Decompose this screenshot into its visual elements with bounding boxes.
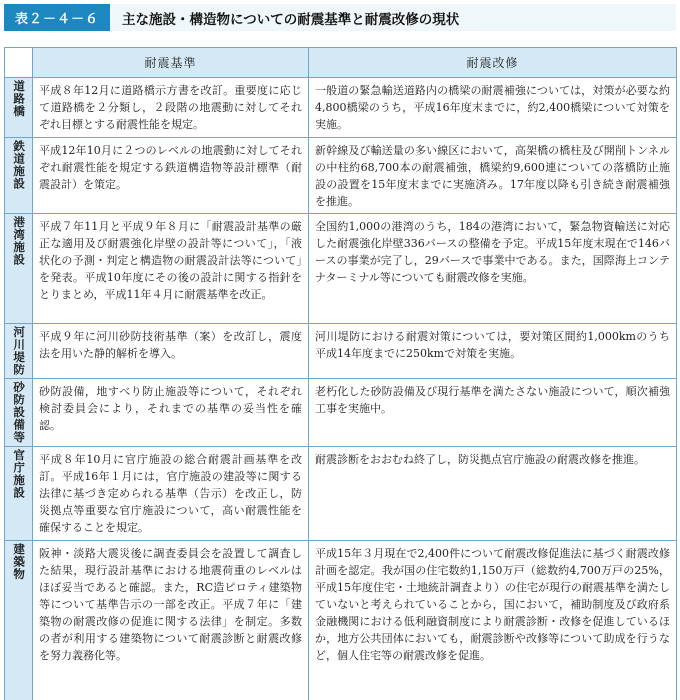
table-row — [5, 540, 677, 700]
table-row — [5, 446, 677, 540]
standard-cell: 阪神・淡路大震災後に調査委員会を設置して調査した結果，現行設計基準における地震荷重のレベルはほぼ妥当であると確認。また，RC造ピロティ建築物等について基準告示の一部を改正。平成７年に「建築物の耐震改修の促進に関する法律」を制定。多数の者が利用する建築物について耐震診断と耐震改修を努力義務化等。 — [33, 540, 309, 700]
table-row — [5, 214, 677, 324]
table-number: 表２－４－６ — [4, 4, 110, 31]
row-category: 官庁施設 — [5, 446, 33, 540]
table-row — [5, 138, 677, 214]
retrofit-cell: 新幹線及び輸送量の多い線区において，高架橋の橋柱及び開削トンネルの中柱約68,700本の耐震補強，橋梁約9,600連についての落橋防止施設の設置を15年度末までに実施済み。17年度以降も引き続き耐震補強を推進。 — [309, 138, 677, 214]
column-header-standard: 耐震基準 — [33, 48, 309, 78]
retrofit-cell: 全国約1,000の港湾のうち，184の港湾において，緊急物資輸送に対応した耐震強化岸壁336バースの整備を予定。平成15年度末現在で146バースの事業が完了し，29バースで事業中である。また，国際海上コンテナターミナル等についても耐震改修を実施。 — [309, 214, 677, 324]
row-category: 河川堤防 — [5, 324, 33, 379]
retrofit-cell: 一般道の緊急輸送道路内の橋梁の耐震補強については，対策が必要な約4,800橋梁のうち，平成16年度末までに，約2,400橋梁について対策を実施。 — [309, 78, 677, 138]
table-row — [5, 379, 677, 447]
retrofit-cell: 耐震診断をおおむね終了し，防災拠点官庁施設の耐震改修を推進。 — [309, 446, 677, 540]
table-header — [4, 4, 676, 31]
row-category: 港湾施設 — [5, 214, 33, 324]
retrofit-cell: 老朽化した砂防設備及び現行基準を満たさない施設について，順次補強工事を実施中。 — [309, 379, 677, 447]
table-header-row — [5, 48, 677, 78]
retrofit-cell: 河川堤防における耐震対策については，要対策区間約1,000kmのうち平成14年度までに250kmで対策を実施。 — [309, 324, 677, 379]
seismic-standards-table — [4, 47, 677, 700]
standard-cell: 平成８年10月に官庁施設の総合耐震計画基準を改訂。平成16年１月には，官庁施設の建設等に関する法律に基づき定められる基準（告示）を改正し，防災拠点等重要な官庁施設について，高い耐震性能を確保することを規定。 — [33, 446, 309, 540]
standard-cell: 砂防設備，地すべり防止施設等について，それぞれ検討委員会により，それまでの基準の妥当性を確認。 — [33, 379, 309, 447]
retrofit-cell: 平成15年３月現在で2,400件について耐震改修促進法に基づく耐震改修計画を認定。我が国の住宅数約1,150万戸（総数約4,700万戸の25%，平成15年度住宅・土地統計調査より）の住宅が現行の耐震基準を満たしていないと考えられていることから，国において，補助制度及び政府系金融機関における低利融資制度により耐震診断・改修を促進しているほか，地方公共団体においても，耐震診断や改修等について助成を行うなど，個人住宅等の耐震改修を促進。 — [309, 540, 677, 700]
table-title: 主な施設・構造物についての耐震基準と耐震改修の現状 — [122, 11, 460, 28]
column-header-retrofit: 耐震改修 — [309, 48, 677, 78]
standard-cell: 平成８年12月に道路橋示方書を改訂。重要度に応じて道路橋を２分類し，２段階の地震動に対してそれぞれ目標とする耐震性能を規定。 — [33, 78, 309, 138]
row-category: 道路橋 — [5, 78, 33, 138]
row-category: 鉄道施設 — [5, 138, 33, 214]
row-category: 砂防設備等 — [5, 379, 33, 447]
standard-cell: 平成９年に河川砂防技術基準（案）を改訂し，震度法を用いた静的解析を導入。 — [33, 324, 309, 379]
standard-cell: 平成12年10月に２つのレベルの地震動に対してそれぞれ耐震性能を規定する鉄道構造物等設計標準（耐震設計）を策定。 — [33, 138, 309, 214]
standard-cell: 平成７年11月と平成９年８月に「耐震設計基準の厳正な適用及び耐震強化岸壁の設計等について」，「液状化の予測・判定と構造物の耐震設計法等について」を発表。平成10年度にその後の設計に関する指針をとりまとめ，平成11年４月に耐震基準を改正。 — [33, 214, 309, 324]
table-row — [5, 324, 677, 379]
table-row — [5, 78, 677, 138]
row-category: 建築物 — [5, 540, 33, 700]
header-corner — [5, 48, 33, 78]
